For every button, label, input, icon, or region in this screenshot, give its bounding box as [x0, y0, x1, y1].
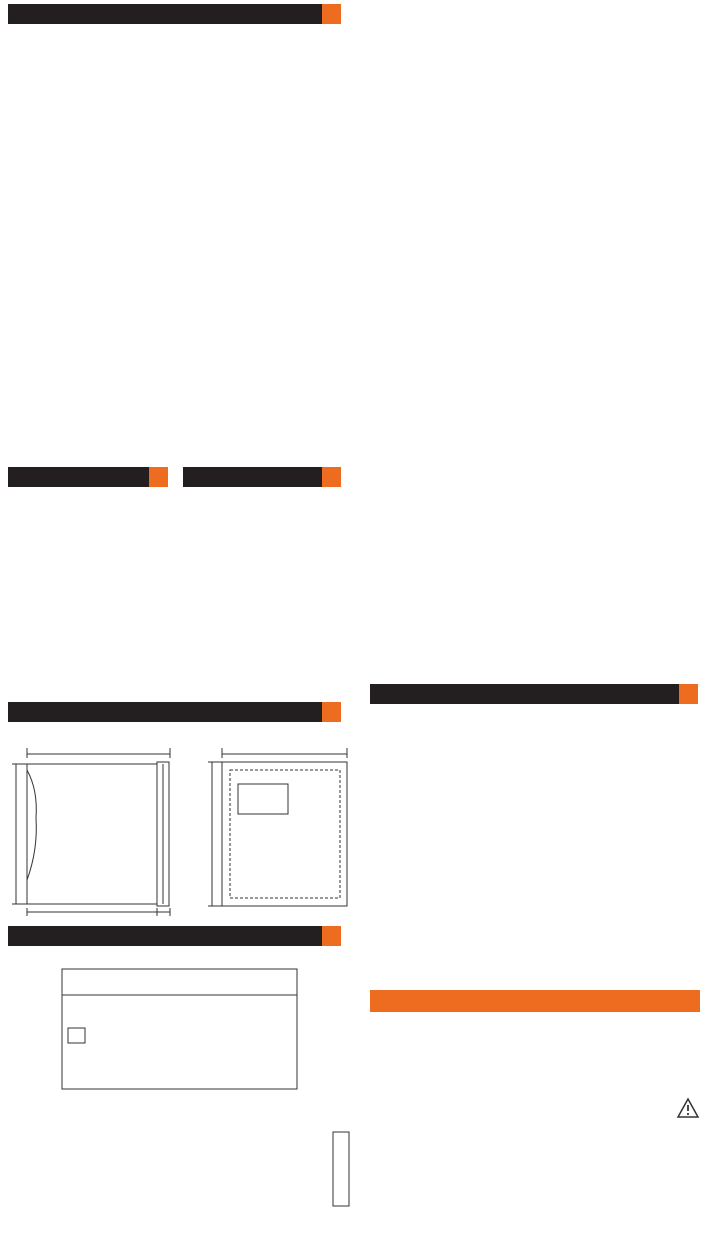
- wiring-header: [8, 926, 341, 946]
- certificates-header: [8, 467, 168, 487]
- dimensions-header: [8, 702, 341, 722]
- standards-header: [183, 467, 341, 487]
- tech-specs-header: [8, 4, 341, 24]
- warning-triangle-icon: [676, 1097, 700, 1119]
- wiring-diagram: [0, 955, 360, 1215]
- dimensions-drawing: [0, 730, 360, 920]
- warnings-header: [370, 990, 700, 1012]
- install-header: [370, 684, 698, 704]
